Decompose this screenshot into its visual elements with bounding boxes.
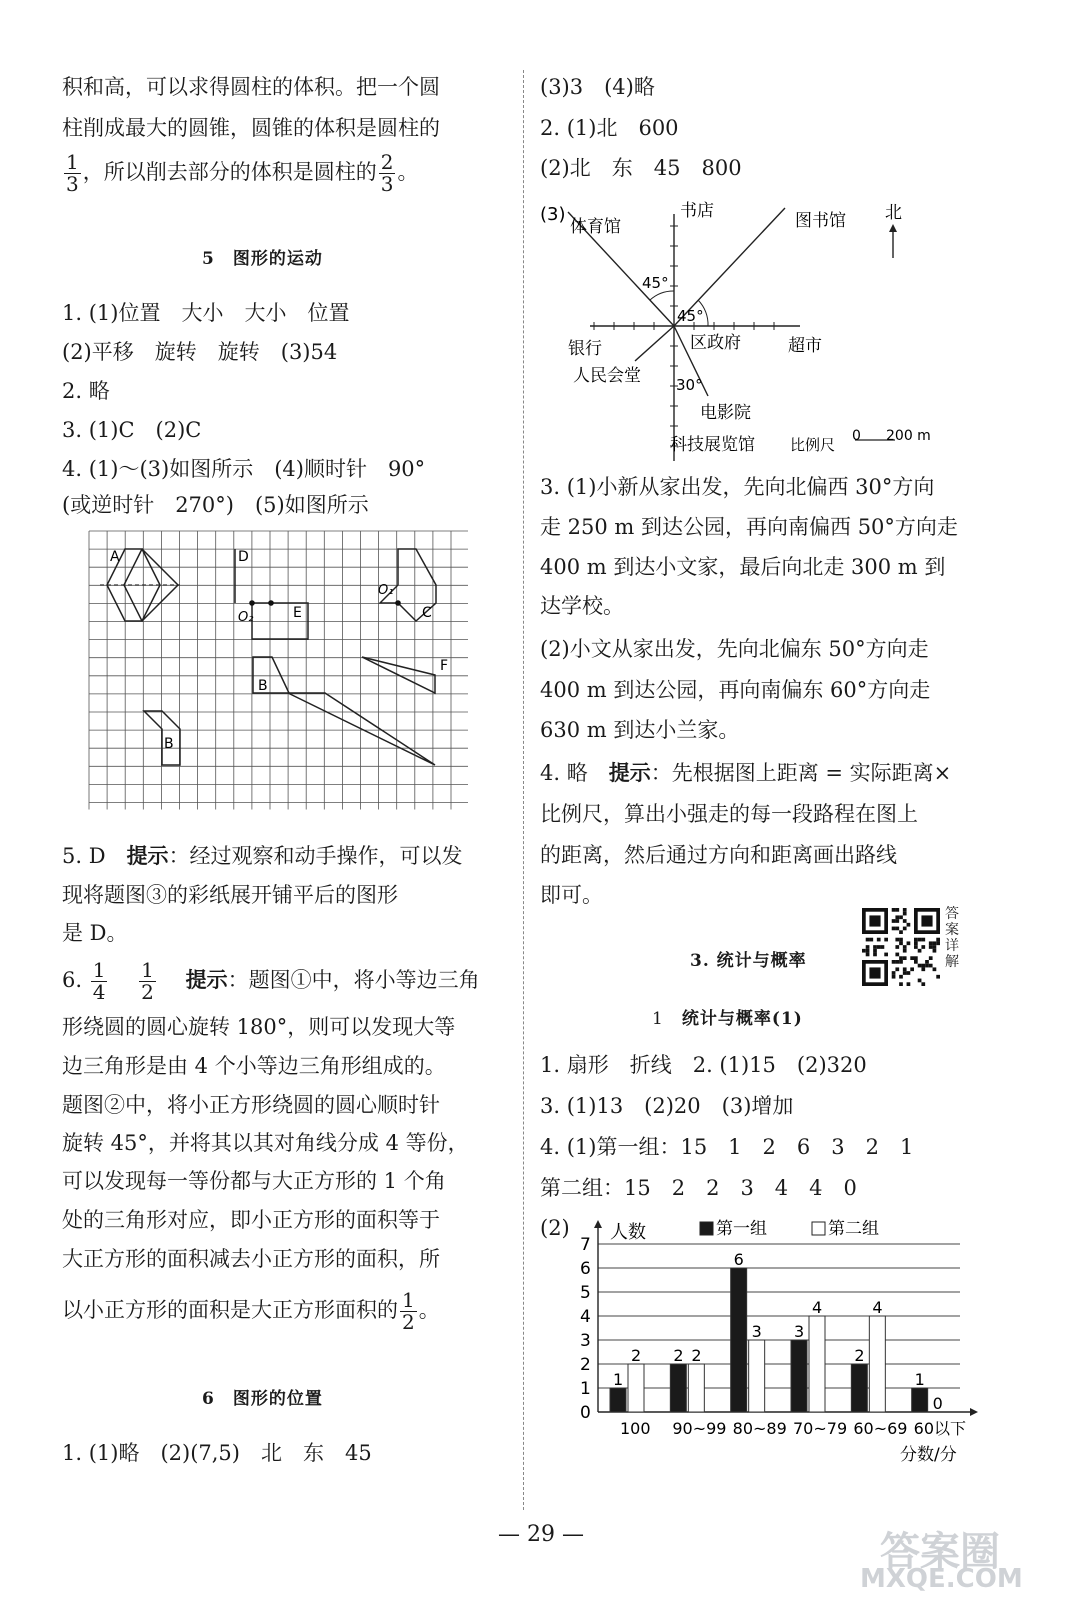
qr-cell <box>895 960 899 964</box>
qr-cell <box>895 945 899 949</box>
qr-cell <box>918 949 922 953</box>
qr-cell <box>918 979 922 983</box>
label-tushuguan: 图书馆 <box>795 211 846 231</box>
x-tick-label: 100 <box>620 1419 651 1438</box>
qr-cell <box>910 967 914 971</box>
answer-line: (2)平移 旋转 旋转 (3)54 <box>62 340 338 364</box>
qr-finder-core <box>869 967 880 978</box>
fraction: $\frac{2}{3}$ <box>380 150 394 196</box>
qr-cell <box>895 938 899 942</box>
qr-cell <box>936 975 940 979</box>
qr-cell <box>903 967 907 971</box>
answer-line: (2)小文从家出发，先向北偏东 50°方向走 <box>540 637 929 661</box>
y-tick-label: 4 <box>580 1307 591 1327</box>
transformation-grid-figure <box>88 530 468 815</box>
label-c: C <box>422 605 432 621</box>
qr-cell <box>933 945 937 949</box>
x-tick-label: 70~79 <box>793 1419 848 1438</box>
fraction: $\frac{1}{4}$ <box>92 958 106 1004</box>
bar-value-label: 0 <box>932 1394 943 1413</box>
qr-cell <box>914 941 918 945</box>
bar-group1 <box>731 1268 747 1412</box>
y-tick-label: 3 <box>580 1331 591 1351</box>
qr-cell <box>892 975 896 979</box>
x-tick-label: 60~69 <box>853 1419 908 1438</box>
legend-swatch <box>700 1222 713 1235</box>
qr-cell <box>895 908 899 912</box>
qr-cell <box>903 945 907 949</box>
answer-line: 3. (1)13 (2)20 (3)增加 <box>540 1094 794 1118</box>
legend-label: 第一组 <box>716 1219 767 1239</box>
map-label: (3) <box>540 204 566 225</box>
qr-cell <box>884 953 888 957</box>
qr-cell <box>907 971 911 975</box>
answer-line: 3. (1)C (2)C <box>62 418 202 442</box>
qr-cell <box>914 945 918 949</box>
qr-cell <box>907 923 911 927</box>
watermark-url: MXQE.COM <box>860 1564 1023 1594</box>
qr-cell <box>907 982 911 986</box>
direction-map <box>540 196 1010 466</box>
qr-cell <box>899 915 903 919</box>
qr-cell <box>899 941 903 945</box>
text-line-fraction: $\frac{1}{3}$ ，所以削去部分的体积是圆柱的 $\frac{2}{3}$ 。 <box>66 150 419 196</box>
answer-line: 630 m 到达小兰家。 <box>540 718 740 742</box>
label-b: B <box>258 678 268 694</box>
qr-cell <box>892 919 896 923</box>
fraction: $\frac{1}{2}$ <box>402 1288 415 1334</box>
text-line: 积和高，可以求得圆柱的体积。把一个圆 <box>62 75 440 99</box>
qr-cell <box>877 938 881 942</box>
qr-cell <box>929 964 933 968</box>
answer-line-fraction: 6. $\frac{1}{4}$ $\frac{1}{2}$ 提示：题图①中，将小等边三角 <box>62 958 480 1004</box>
qr-cell <box>866 953 870 957</box>
answer-line: 形绕圆的圆心旋转 180°，则可以发现大等 <box>62 1015 456 1039</box>
qr-cell <box>873 949 877 953</box>
legend-swatch <box>812 1222 825 1235</box>
x-axis-arrow-icon <box>970 1408 978 1416</box>
qr-cell <box>925 964 929 968</box>
label-chaoshi: 超市 <box>788 336 822 356</box>
y-tick-label: 2 <box>580 1355 591 1375</box>
chart-prefix: (2) <box>540 1216 570 1240</box>
qr-cell <box>933 967 937 971</box>
qr-cell <box>892 927 896 931</box>
label-o1: O₁ <box>378 583 394 598</box>
bar-group1 <box>912 1388 928 1412</box>
qr-cell <box>903 927 907 931</box>
y-tick-label: 6 <box>580 1259 591 1279</box>
answer-line: 比例尺，算出小强走的每一段路程在图上 <box>540 802 918 826</box>
bar-chart <box>540 1212 1010 1482</box>
watermark-logo: 答案圈 <box>880 1529 1000 1575</box>
angle-label: 30° <box>676 376 703 394</box>
qr-cell <box>903 912 907 916</box>
y-axis-label: 人数 <box>610 1222 646 1243</box>
bar-value-label: 1 <box>914 1370 925 1389</box>
bar-value-label: 2 <box>854 1346 865 1365</box>
qr-cell <box>899 938 903 942</box>
qr-cell <box>895 927 899 931</box>
label-shudian: 书店 <box>680 201 714 221</box>
y-tick-label: 5 <box>580 1283 591 1303</box>
qr-cell <box>866 949 870 953</box>
qr-cell <box>929 956 933 960</box>
qr-code[interactable] <box>862 908 940 986</box>
answer-line: 2. (1)北 600 <box>540 116 679 140</box>
qr-cell <box>903 956 907 960</box>
answer-line: 2. 略 <box>62 379 110 403</box>
qr-finder-core <box>869 915 880 926</box>
bar-value-label: 4 <box>812 1298 823 1317</box>
qr-cell <box>899 982 903 986</box>
answer-line: 题图②中，将小正方形绕圆的圆心顺时针 <box>62 1093 440 1117</box>
qr-cell <box>921 945 925 949</box>
answer-line: 旋转 45°，并将其以其对角线分成 4 等份， <box>62 1131 469 1155</box>
qr-cell <box>903 971 907 975</box>
answer-line: 处的三角形对应，即小正方形的面积等于 <box>62 1208 440 1232</box>
angle-label: 45° <box>642 274 669 292</box>
answer-line-fraction: 以小正方形的面积是大正方形面积的 $\frac{1}{2}$ 。 <box>62 1288 440 1334</box>
qr-cell <box>899 956 903 960</box>
qr-cell <box>921 938 925 942</box>
qr-cell <box>921 964 925 968</box>
answer-line: 4. (1)第一组：15 1 2 6 3 2 1 <box>540 1135 914 1159</box>
qr-cell <box>918 938 922 942</box>
qr-cell <box>903 949 907 953</box>
qr-cell <box>921 967 925 971</box>
answer-line: (3)3 (4)略 <box>540 75 655 99</box>
qr-cell <box>907 941 911 945</box>
answer-line: 3. (1)小新从家出发，先向北偏西 30°方向 <box>540 475 935 499</box>
section-heading-5: 5 图形的运动 <box>202 249 323 269</box>
qr-side-text: 答 案 详 解 <box>945 906 959 970</box>
answer-line: (或逆时针 270°) (5)如图所示 <box>62 493 369 517</box>
label-keji: 科技展览馆 <box>670 435 755 455</box>
answer-line: 第二组：15 2 2 3 4 4 0 <box>540 1176 857 1200</box>
section-heading-3: 3. 统计与概率 <box>690 951 807 971</box>
column-divider <box>523 70 524 1510</box>
qr-cell <box>862 949 866 953</box>
bar-value-label: 2 <box>673 1346 684 1365</box>
qr-cell <box>892 960 896 964</box>
bar-group2 <box>749 1340 765 1412</box>
subsection-heading: 1 统计与概率(1) <box>652 1009 803 1029</box>
qr-cell <box>892 908 896 912</box>
point-o1 <box>395 600 401 606</box>
x-tick-label: 80~89 <box>732 1419 787 1438</box>
qr-cell <box>884 938 888 942</box>
answer-line: (2)北 东 45 800 <box>540 156 742 180</box>
qr-cell <box>892 971 896 975</box>
bar-value-label: 1 <box>613 1370 624 1389</box>
bar-value-label: 2 <box>691 1346 702 1365</box>
qr-cell <box>936 938 940 942</box>
qr-cell <box>869 938 873 942</box>
qr-cell <box>881 945 885 949</box>
qr-cell <box>910 956 914 960</box>
qr-cell <box>903 908 907 912</box>
x-tick-label: 60以下 <box>913 1419 967 1438</box>
qr-cell <box>914 956 918 960</box>
y-tick-label: 7 <box>580 1235 591 1255</box>
qr-cell <box>873 945 877 949</box>
qr-cell <box>933 941 937 945</box>
answer-line: 大正方形的面积减去小正方形的面积，所 <box>62 1247 440 1271</box>
answer-line: 达学校。 <box>540 594 624 618</box>
bar-group1 <box>791 1340 807 1412</box>
answer-line: 1. (1)位置 大小 大小 位置 <box>62 301 350 325</box>
shape-f <box>362 657 435 693</box>
qr-finder-core <box>921 915 932 926</box>
answer-line: 4. 略 提示：先根据图上距离 = 实际距离× <box>540 760 952 785</box>
shape-b-lower <box>144 711 180 765</box>
scale-200: 200 m <box>886 428 931 444</box>
qr-cell <box>925 960 929 964</box>
answer-line: 边三角形是由 4 个小等边三角形组成的。 <box>62 1054 446 1078</box>
page-number: — 29 — <box>498 1522 584 1547</box>
answer-line: 可以发现每一等份都与大正方形的 1 个角 <box>62 1169 446 1193</box>
section-heading-6: 6 图形的位置 <box>202 1389 323 1409</box>
qr-cell <box>929 945 933 949</box>
y-tick-label: 0 <box>580 1403 591 1423</box>
x-tick-label: 90~99 <box>672 1419 727 1438</box>
angle-arc <box>650 291 674 300</box>
answer-line: 1. (1)略 (2)(7,5) 北 东 45 <box>62 1441 372 1465</box>
qr-cell <box>936 941 940 945</box>
scale-zero: 0 <box>852 428 861 444</box>
label-a: A <box>110 549 120 565</box>
qr-cell <box>929 941 933 945</box>
qr-cell <box>866 938 870 942</box>
y-axis-arrow-icon <box>594 1220 602 1228</box>
label-f: F <box>440 658 449 674</box>
label-tiyuguan: 体育馆 <box>570 217 621 237</box>
qr-cell <box>895 919 899 923</box>
qr-cell <box>914 960 918 964</box>
label-b-lower: B <box>164 736 174 752</box>
x-axis-label: 分数/分 <box>900 1445 957 1465</box>
bar-group1 <box>610 1388 626 1412</box>
shape-large-triangle <box>288 693 435 765</box>
qr-cell <box>899 930 903 934</box>
text-line: 柱削成最大的圆锥，圆锥的体积是圆柱的 <box>62 116 440 140</box>
answer-line: 4. (1)～(3)如图所示 (4)顺时针 90° <box>62 457 426 481</box>
label-dianying: 电影院 <box>700 403 751 423</box>
point-o2 <box>249 600 255 606</box>
qr-cell <box>866 945 870 949</box>
answer-line: 是 D。 <box>62 921 128 945</box>
fraction: $\frac{1}{3}$ <box>66 150 79 196</box>
label-renmin: 人民会堂 <box>573 366 641 386</box>
qr-cell <box>933 949 937 953</box>
answer-line: 走 250 m 到达公园，再向南偏西 50°方向走 <box>540 515 958 539</box>
answer-line: 400 m 到达小文家，最后向北走 300 m 到 <box>540 555 946 579</box>
label-quzhengfu: 区政府 <box>690 333 741 353</box>
answer-line: 现将题图③的彩纸展开铺平后的图形 <box>62 883 398 907</box>
fraction: $\frac{1}{2}$ <box>141 958 154 1004</box>
qr-cell <box>899 975 903 979</box>
qr-cell <box>895 967 899 971</box>
bar-value-label: 2 <box>631 1346 642 1365</box>
legend-label: 第二组 <box>828 1219 879 1239</box>
label-yinhang: 银行 <box>568 339 602 359</box>
qr-cell <box>873 953 877 957</box>
qr-cell <box>895 915 899 919</box>
label-o2: O₂ <box>238 610 254 625</box>
bar-group2 <box>809 1316 825 1412</box>
label-north: 北 <box>885 203 902 223</box>
qr-cell <box>921 982 925 986</box>
label-bilichi: 比例尺 <box>790 436 836 454</box>
bar-group1 <box>851 1364 867 1412</box>
qr-cell <box>914 938 918 942</box>
north-arrow-head-icon <box>889 224 897 232</box>
bar-group1 <box>670 1364 686 1412</box>
bar-group2 <box>869 1316 885 1412</box>
answer-line: 5. D 提示：经过观察和动手操作，可以发 <box>62 843 463 868</box>
answer-line: 即可。 <box>540 883 603 907</box>
bar-value-label: 3 <box>751 1322 762 1341</box>
bar-group2 <box>628 1364 644 1412</box>
qr-cell <box>877 945 881 949</box>
qr-cell <box>895 953 899 957</box>
bar-group2 <box>688 1364 704 1412</box>
answer-line: 1. 扇形 折线 2. (1)15 (2)320 <box>540 1053 867 1077</box>
qr-cell <box>903 919 907 923</box>
bar-value-label: 4 <box>872 1298 883 1317</box>
angle-label: 45° <box>677 307 704 325</box>
bar-value-label: 6 <box>733 1250 744 1269</box>
qr-cell <box>918 964 922 968</box>
label-d: D <box>238 549 249 565</box>
qr-cell <box>899 960 903 964</box>
line-renmin <box>635 326 674 361</box>
answer-line: 400 m 到达公园，再向南偏东 60°方向走 <box>540 678 931 702</box>
bar-value-label: 3 <box>794 1322 805 1341</box>
point <box>268 600 274 606</box>
y-tick-label: 1 <box>580 1379 591 1399</box>
answer-line: 的距离，然后通过方向和距离画出路线 <box>540 843 897 867</box>
label-e: E <box>293 605 302 621</box>
